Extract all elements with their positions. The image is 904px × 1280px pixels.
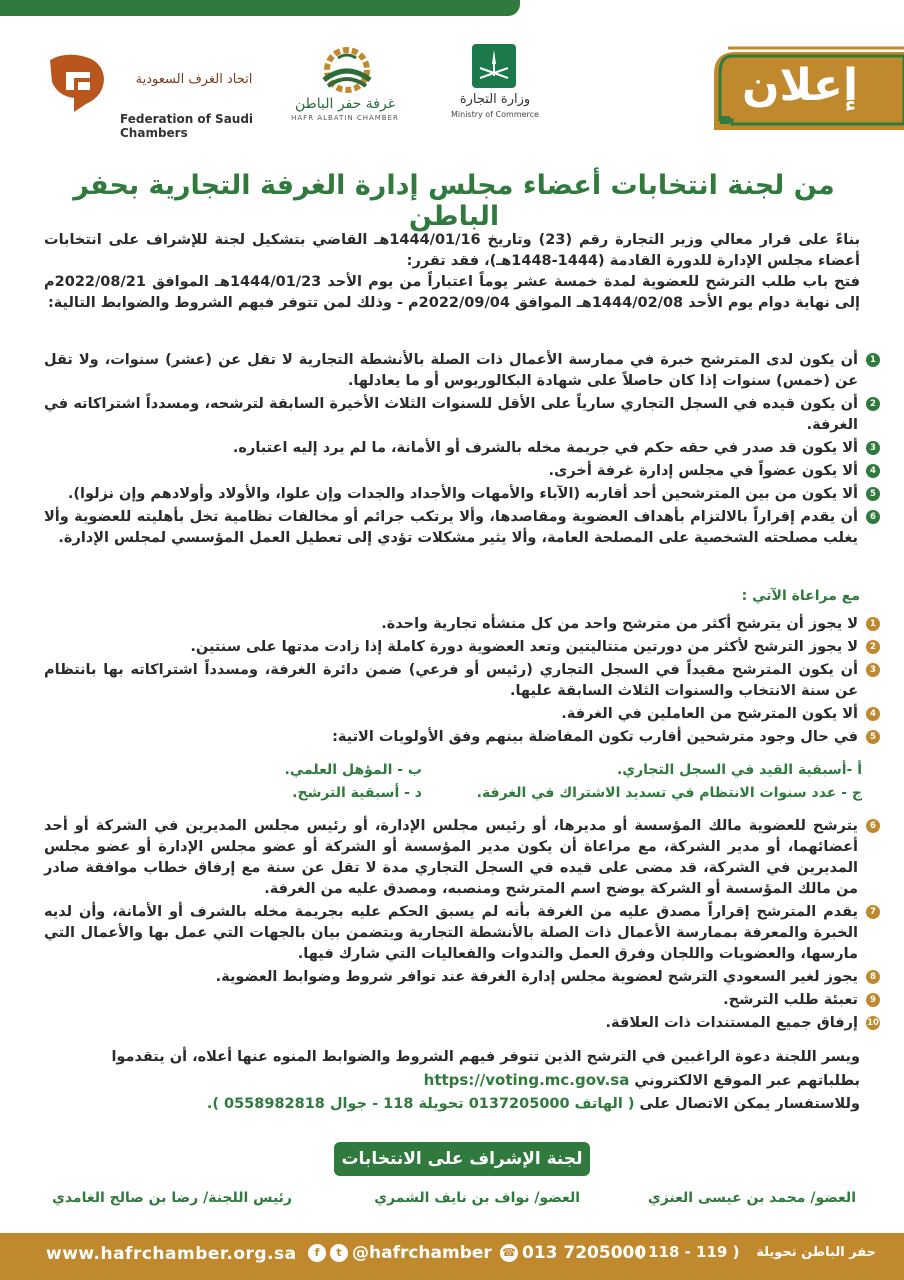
ministry-english-name: Ministry of Commerce — [451, 110, 539, 119]
item-text: في حال وجود مترشحين أقارب تكون المفاضلة بينهم وفق الأولويات الاتية: — [332, 729, 858, 745]
intro-text — [44, 230, 860, 314]
top-accent-bar — [0, 0, 520, 16]
item-number: 6 — [866, 819, 880, 833]
item-text: ألا يكون عضواً في مجلس إدارة غرفة أخرى. — [548, 463, 858, 479]
hafr-chamber-arabic-name: غرفة حفر الباطن — [294, 96, 396, 112]
page-title: من لجنة انتخابات أعضاء مجلس إدارة الغرفة التجارية بحفر الباطن — [73, 170, 835, 232]
footer-bar — [0, 1233, 904, 1280]
footer-social — [308, 1243, 492, 1263]
ministry-emblem-icon — [472, 44, 516, 88]
item-number: 3 — [866, 663, 880, 677]
ministry-arabic-name: وزارة التجارة — [459, 92, 531, 107]
facebook-icon[interactable]: f — [308, 1244, 326, 1262]
intro-paragraph-1: بناءً على قرار معالي وزير التجارة رقم (23) وتاريخ 1444/01/16هـ القاضي بتشكيل لجنة للإشراف على انتخابات أعضاء مجلس الإدارة للدورة القادمة (1444-1448هـ)، فقد تقرر: — [44, 232, 861, 269]
committee-chair: رئيس اللجنة/ رضا بن صالح الغامدي — [51, 1190, 292, 1206]
consideration-item — [44, 1013, 880, 1034]
condition-item — [44, 438, 880, 459]
item-number: 1 — [866, 353, 880, 367]
footer-extension: ( 118 - 119 ) — [636, 1243, 740, 1261]
footer-extension-label: حفر الباطن تحويلة — [756, 1245, 876, 1260]
priority-b: ب - المؤهل العلمي. — [284, 762, 422, 778]
priority-c: ج - عدد سنوات الانتظام في تسديد الاشتراك في الغرفة. — [476, 785, 862, 801]
priority-d: د - أسبقية الترشح. — [292, 785, 422, 801]
item-number: 10 — [867, 1018, 879, 1028]
item-number: 4 — [866, 707, 880, 721]
closing-inquiry: وللاستفسار يمكن الاتصال على — [639, 1096, 860, 1112]
ministry-logo — [450, 44, 540, 124]
item-number: 7 — [866, 905, 880, 919]
consideration-item — [44, 660, 880, 702]
footer-website[interactable]: www.hafrchamber.org.sa — [46, 1244, 297, 1264]
item-text: أن يقدم إقراراً بالالتزام بأهداف العضوية ومقاصدها، وألا يرتكب جرائم أو مخالفات نظامية تخل بأهليته للعضوية وألا يغلب مصلحته الشخصية على المصلحة العامة، وألا يثير مشكلات تؤدي إلى تعطيل العمل المؤسسي لمجلس الإدارة. — [44, 509, 858, 546]
condition-item — [44, 394, 880, 436]
committee-title: لجنة الإشراف على الانتخابات — [334, 1142, 590, 1176]
federation-english-name: Federation of Saudi Chambers — [120, 112, 254, 140]
item-text: إرفاق جميع المستندات ذات العلاقة. — [605, 1015, 858, 1031]
item-number: 2 — [866, 640, 880, 654]
phone-icon: ☎ — [500, 1244, 518, 1262]
announcement-label: إعلان — [741, 60, 859, 111]
footer-phone — [500, 1243, 646, 1263]
hafr-gear-emblem-icon — [318, 44, 376, 96]
consideration-item — [44, 637, 880, 658]
item-number: 2 — [866, 397, 880, 411]
item-text: يجوز لغير السعودي الترشح لعضوية مجلس إدارة الغرفة عند توافر شروط وضوابط العضوية. — [215, 969, 858, 985]
item-number: 5 — [866, 730, 880, 744]
consideration-item — [44, 990, 880, 1011]
consideration-item — [44, 704, 880, 725]
condition-item — [44, 484, 880, 505]
item-number: 5 — [866, 487, 880, 501]
item-text: ألا يكون من بين المترشحين أحد أقاربه (الآباء والأمهات والأجداد والجدات وإن علوا، والأولاد وأولادهم وإن نزلوا). — [67, 486, 858, 502]
item-number: 9 — [866, 993, 880, 1007]
closing-invitation: ويسر اللجنة دعوة الراغبين في الترشح الذين تتوفر فيهم الشروط والضوابط المنوه عنها أعلاه، أن يتقدموا بطلباتهم عبر الموقع الالكتروني — [111, 1049, 860, 1089]
item-number: 4 — [866, 464, 880, 478]
item-text: ألا يكون المترشح من العاملين في الغرفة. — [561, 706, 858, 722]
social-handle: @hafrchamber — [352, 1243, 492, 1263]
condition-item — [44, 350, 880, 392]
considerations-list-continued — [44, 816, 880, 1036]
intro-paragraph-2: فتح باب طلب الترشح للعضوية لمدة خمسة عشر يوماً اعتباراً من يوم الأحد 1444/01/23هـ الموافق 2022/08/21م إلى نهاية دوام يوم الأحد 1444/02/08هـ الموافق 2022/09/04م - وذلك لمن تتوفر فيهم الشروط والضوابط التالية: — [44, 274, 860, 311]
committee-member-1: العضو/ محمد بن عيسى العنزي — [647, 1190, 856, 1206]
consideration-item — [44, 727, 880, 748]
item-text: ألا يكون قد صدر في حقه حكم في جريمة مخله بالشرف أو الأمانة، ما لم يرد إليه اعتباره. — [232, 440, 858, 456]
phone-number: 013 7205000 — [522, 1243, 647, 1263]
priority-a: أ -أسبقية القيد في السجل التجاري. — [616, 762, 862, 778]
item-text: أن يكون المترشح مقيداً في السجل التجاري (رئيس أو فرعي) ضمن دائرة الغرفة، ومسدداً اشتراكاته بها بانتظام عن سنة الانتخاب والسنوات الثلاث السابقة عليها. — [44, 662, 858, 699]
closing-text — [48, 1046, 860, 1116]
item-text: أن يكون قيده في السجل التجاري سارياً على الأقل للسنوات الثلاث الأخيرة السابقة لترشحه، ومسدداً اشتراكاته في الغرفة. — [44, 396, 858, 433]
hafr-chamber-logo — [282, 44, 408, 126]
considerations-heading: مع مراعاة الآتي : — [741, 588, 860, 604]
condition-item — [44, 461, 880, 482]
item-text: لا يجوز الترشح لأكثر من دورتين متتاليتين وتعد العضوية دورة كاملة إذا زادت مدتها على سنتين. — [190, 639, 858, 655]
consideration-item — [44, 967, 880, 988]
item-number: 3 — [866, 441, 880, 455]
twitter-icon[interactable]: t — [330, 1244, 348, 1262]
item-text: لا يجوز أن يترشح أكثر من مترشح واحد من كل منشأه تجارية واحدة. — [381, 616, 858, 632]
item-text: يقدم المترشح إقراراً مصدق عليه من الغرفة بأنه لم يسبق الحكم عليه بجريمة مخله بالشرف أو الأمانة، وأن لديه الخبرة والمعرفة بممارسة الأعمال ذات الصلة بالأنشطة التجارية ويتضمن بيان بالجهات التي عمل بها والأعمال التي مارسها، والعضويات واللجان وفرق العمل والندوات والفعاليات التي شارك فيها. — [44, 904, 858, 962]
contact-numbers: ( الهاتف 0137205000 تحويلة 118 - جوال 0558982818 ). — [206, 1096, 635, 1112]
consideration-item — [44, 902, 880, 965]
announcement-badge — [708, 46, 904, 130]
voting-website-link[interactable]: https://voting.mc.gov.sa — [423, 1071, 630, 1089]
item-text: أن يكون لدى المترشح خبرة في ممارسة الأعمال ذات الصلة بالأنشطة التجارية لا تقل عن (عشر) سنوات، ولا تقل عن (خمس) سنوات إذا كان حاصلاً على شهادة البكالوريوس أو ما يعادلها. — [44, 352, 858, 389]
item-text: يترشح للعضوية مالك المؤسسة أو مديرها، أو رئيس مجلس الإدارة، أو رئيس مجلس المديرين في الشركة أو أحد أعضائهما، أو مدير الشركة، مع مراعاة أن يكون مدير المؤسسة أو الشركة أو عضو مجلس الإدارة أو عضو مجلس المديرين في الشركة، قد مضى على قيده في السجل التجاري مدة لا تقل عن سنة مع إرفاق خطاب موافقة صادر من مالك المؤسسة أو الشركة يوضح اسم المترشح ومنصبه، ومصدق عليه من الغرفة. — [44, 818, 858, 897]
conditions-list — [44, 350, 880, 551]
considerations-list — [44, 614, 880, 750]
item-number: 1 — [866, 617, 880, 631]
federation-emblem-icon — [44, 50, 110, 116]
federation-logo — [44, 50, 264, 140]
item-number: 6 — [866, 510, 880, 524]
hafr-chamber-english-name: HAFR ALBATIN CHAMBER — [291, 114, 399, 122]
consideration-item — [44, 614, 880, 635]
item-number: 8 — [866, 970, 880, 984]
federation-arabic-name: اتحاد الغرف السعودية — [135, 72, 253, 87]
consideration-item — [44, 816, 880, 900]
condition-item — [44, 507, 880, 549]
item-text: تعبئة طلب الترشح. — [723, 992, 858, 1008]
committee-member-2: العضو/ نواف بن نايف الشمري — [374, 1190, 580, 1206]
